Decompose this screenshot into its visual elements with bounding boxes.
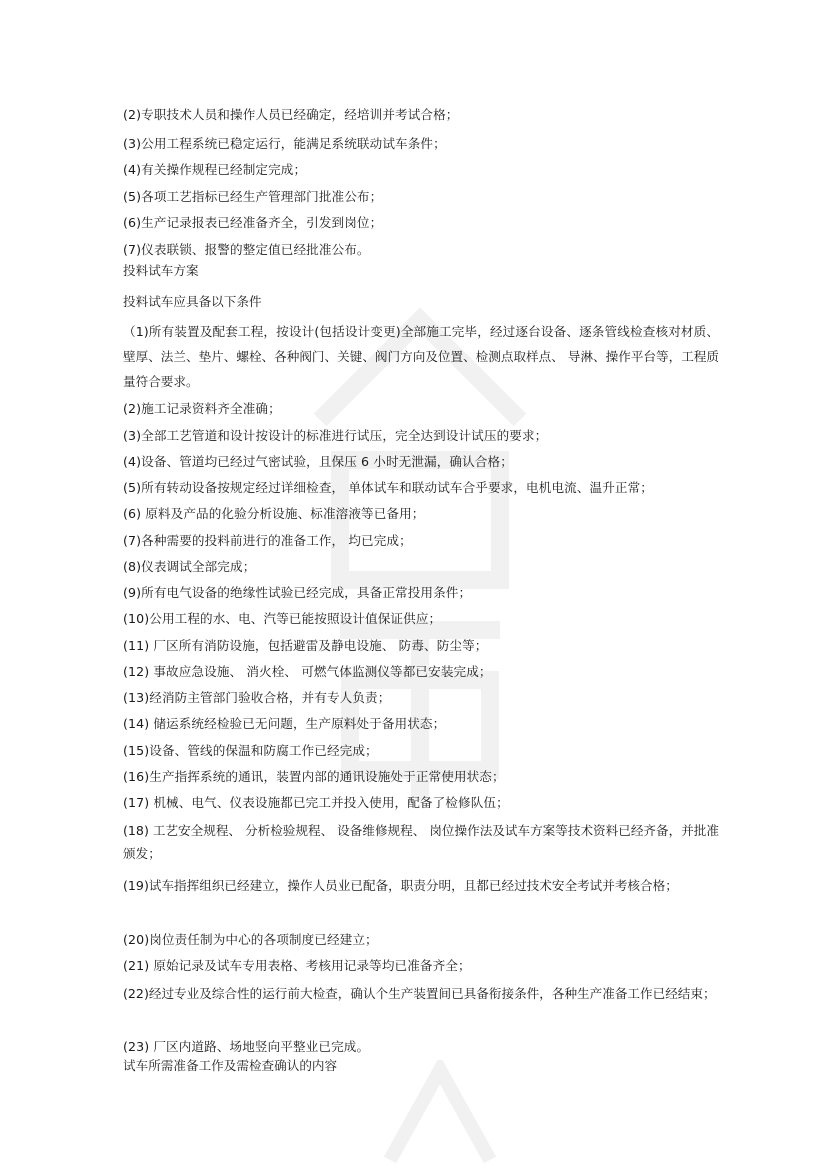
list-item: (4)有关操作规程已经制定完成； (123, 162, 307, 177)
section-heading: 投料试车方案 (123, 263, 199, 278)
list-item: (9)所有电气设备的绝缘性试验已经完成，具备正常投用条件； (123, 585, 472, 600)
list-item: (10)公用工程的水、电、汽等已能按照设计值保证供应； (123, 611, 442, 626)
list-item: (4)设备、管道均已经过气密试验，且保压 6 小时无泄漏，确认合格； (123, 454, 513, 469)
list-item: (19)试车指挥组织已经建立，操作人员业已配备，职责分明，且都已经过技术安全考试并考核合格； (123, 878, 678, 893)
list-item: (7)仪表联锁、报警的整定值已经批准公布。 (123, 242, 370, 257)
list-item: （1)所有装置及配套工程，按设计(包括设计变更)全部施工完毕，经过逐台设备、逐条管线检查核对材质、壁厚、法兰、垫片、螺栓、各种阀门、关键、阀门方向及位置、检测点取样点、 导淋、操作平台等，工程质量符合要求。 (123, 324, 719, 389)
watermark-fragment-icon (380, 1060, 500, 1170)
list-item: (7)各种需要的投料前进行的准备工作， 均已完成； (123, 533, 412, 548)
list-item: (2)施工记录资料齐全准确； (123, 401, 281, 416)
section-heading: 试车所需准备工作及需检查确认的内容 (123, 1058, 338, 1073)
section-heading: 投料试车应具备以下条件 (123, 294, 262, 309)
list-item: (5)所有转动设备按规定经过详细检查， 单体试车和联动试车合乎要求，电机电流、温升正常； (123, 480, 653, 495)
list-item: (22)经过专业及综合性的运行前大检查，确认个生产装置间已具备衔接条件，各种生产准备工作已经结束； (123, 986, 716, 1001)
list-item: (14) 储运系统经检验已无问题，生产原料处于备用状态； (123, 716, 446, 731)
list-item: (21) 原始记录及试车专用表格、考核用记录等均已准备齐全； (123, 958, 471, 973)
list-item: (5)各项工艺指标已经生产管理部门批准公布； (123, 189, 383, 204)
list-item: (18) 工艺安全规程、 分析检验规程、 设备维修规程、 岗位操作法及试车方案等技术资料已经齐备，并批准颁发； (123, 823, 719, 861)
list-item: (23) 厂区内道路、场地竖向平整业已完成。 (123, 1039, 370, 1054)
list-item: (8)仪表调试全部完成； (123, 559, 256, 574)
list-item: (6) 原料及产品的化验分析设施、标准溶液等已备用； (123, 506, 425, 521)
list-item: (16)生产指挥系统的通讯，装置内部的通讯设施处于正常使用状态； (123, 769, 505, 784)
list-item: (11) 厂区所有消防设施，包括避雷及静电设施、 防毒、防尘等； (123, 638, 488, 653)
list-item: (17) 机械、电气、仪表设施都已完工并投入使用，配备了检修队伍； (123, 795, 509, 810)
list-item: (20)岗位责任制为中心的各项制度已经建立； (123, 932, 378, 947)
list-item: (6)生产记录报表已经准备齐全，引发到岗位； (123, 215, 383, 230)
list-item: (15)设备、管线的保温和防腐工作已经完成； (123, 743, 378, 758)
list-item: (13)经消防主管部门验收合格，并有专人负责； (123, 690, 391, 705)
list-item: (3)公用工程系统已稳定运行，能满足系统联动试车条件； (123, 136, 446, 151)
list-item: (3)全部工艺管道和设计按设计的标准进行试压，完全达到设计试压的要求； (123, 428, 548, 443)
list-item: (2)专职技术人员和操作人员已经确定，经培训并考试合格； (123, 107, 459, 122)
list-item: (12) 事故应急设施、 消火栓、 可燃气体监测仪等都已安装完成； (123, 664, 492, 679)
